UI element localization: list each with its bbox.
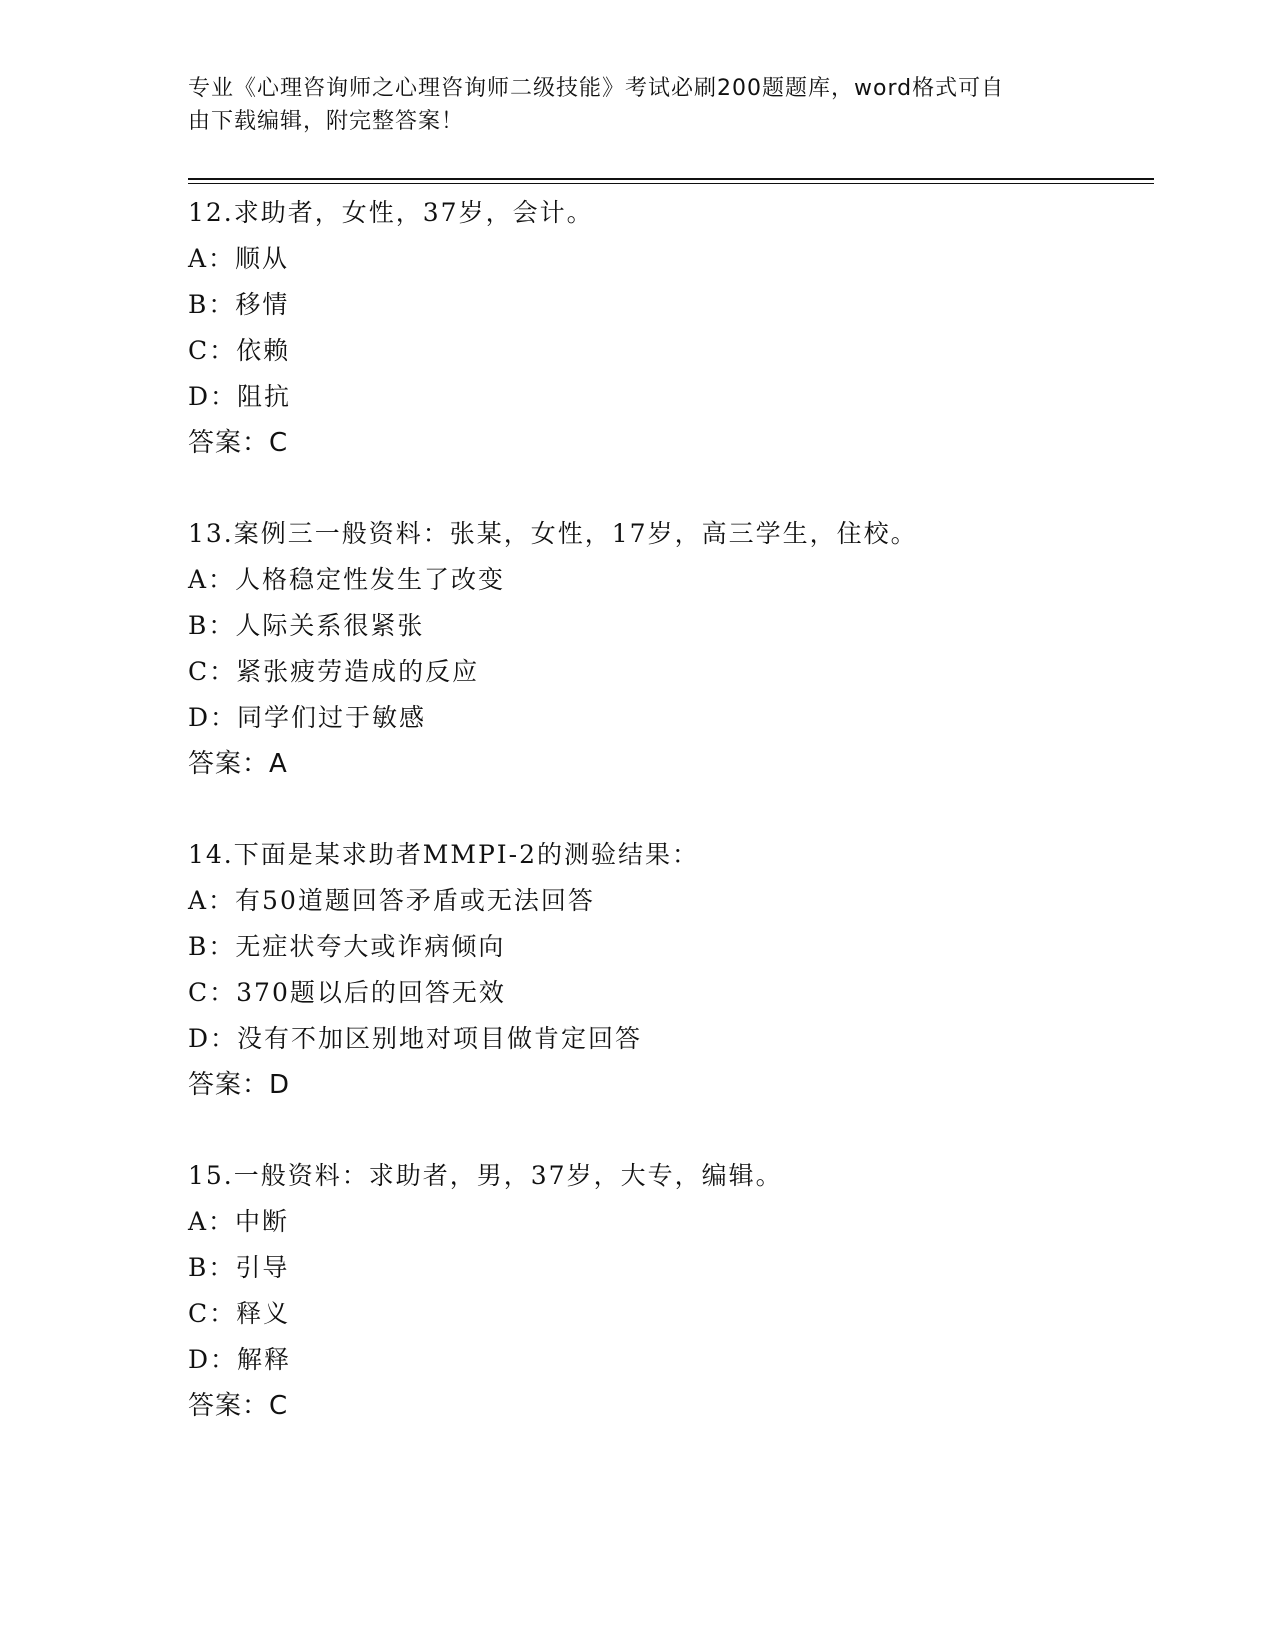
option-d: D：阻抗 (188, 382, 292, 411)
option-c: C：释义 (188, 1299, 291, 1328)
question-stem: 13.案例三一般资料：张某，女性，17岁，高三学生，住校。 (188, 519, 918, 548)
question-stem: 14.下面是某求助者MMPI-2的测验结果： (188, 840, 700, 869)
answer-key: 答案：A (188, 749, 288, 779)
question-13 (188, 511, 1168, 787)
option-c: C：370题以后的回答无效 (188, 978, 506, 1007)
question-stem: 15.一般资料：求助者，男，37岁，大专，编辑。 (188, 1161, 783, 1190)
answer-key: 答案：C (188, 428, 289, 458)
question-15 (188, 1153, 1168, 1429)
option-a: A：有50道题回答矛盾或无法回答 (188, 886, 595, 915)
option-c: C：依赖 (188, 336, 291, 365)
answer-key: 答案：C (188, 1391, 289, 1421)
option-a: A：人格稳定性发生了改变 (188, 565, 506, 594)
question-14 (188, 832, 1168, 1108)
header-line-2: 由下载编辑，附完整答案！ (188, 109, 465, 134)
option-b: B：引导 (188, 1253, 290, 1282)
option-d: D：没有不加区别地对项目做肯定回答 (188, 1024, 643, 1053)
header-line-1: 专业《心理咨询师之心理咨询师二级技能》考试必刷200题题库，word格式可自 (188, 76, 1005, 101)
header-divider-thin (188, 183, 1154, 184)
option-d: D：同学们过于敏感 (188, 703, 427, 732)
option-b: B：无症状夸大或诈病倾向 (188, 932, 506, 961)
option-d: D：解释 (188, 1345, 292, 1374)
option-c: C：紧张疲劳造成的反应 (188, 657, 480, 686)
document-header (188, 72, 1068, 138)
header-divider-thick (188, 178, 1154, 180)
question-stem: 12.求助者，女性，37岁，会计。 (188, 198, 594, 227)
question-12 (188, 190, 1168, 466)
answer-key: 答案：D (188, 1070, 291, 1100)
option-a: A：中断 (188, 1207, 290, 1236)
option-b: B：移情 (188, 290, 290, 319)
option-a: A：顺从 (188, 244, 290, 273)
option-b: B：人际关系很紧张 (188, 611, 425, 640)
